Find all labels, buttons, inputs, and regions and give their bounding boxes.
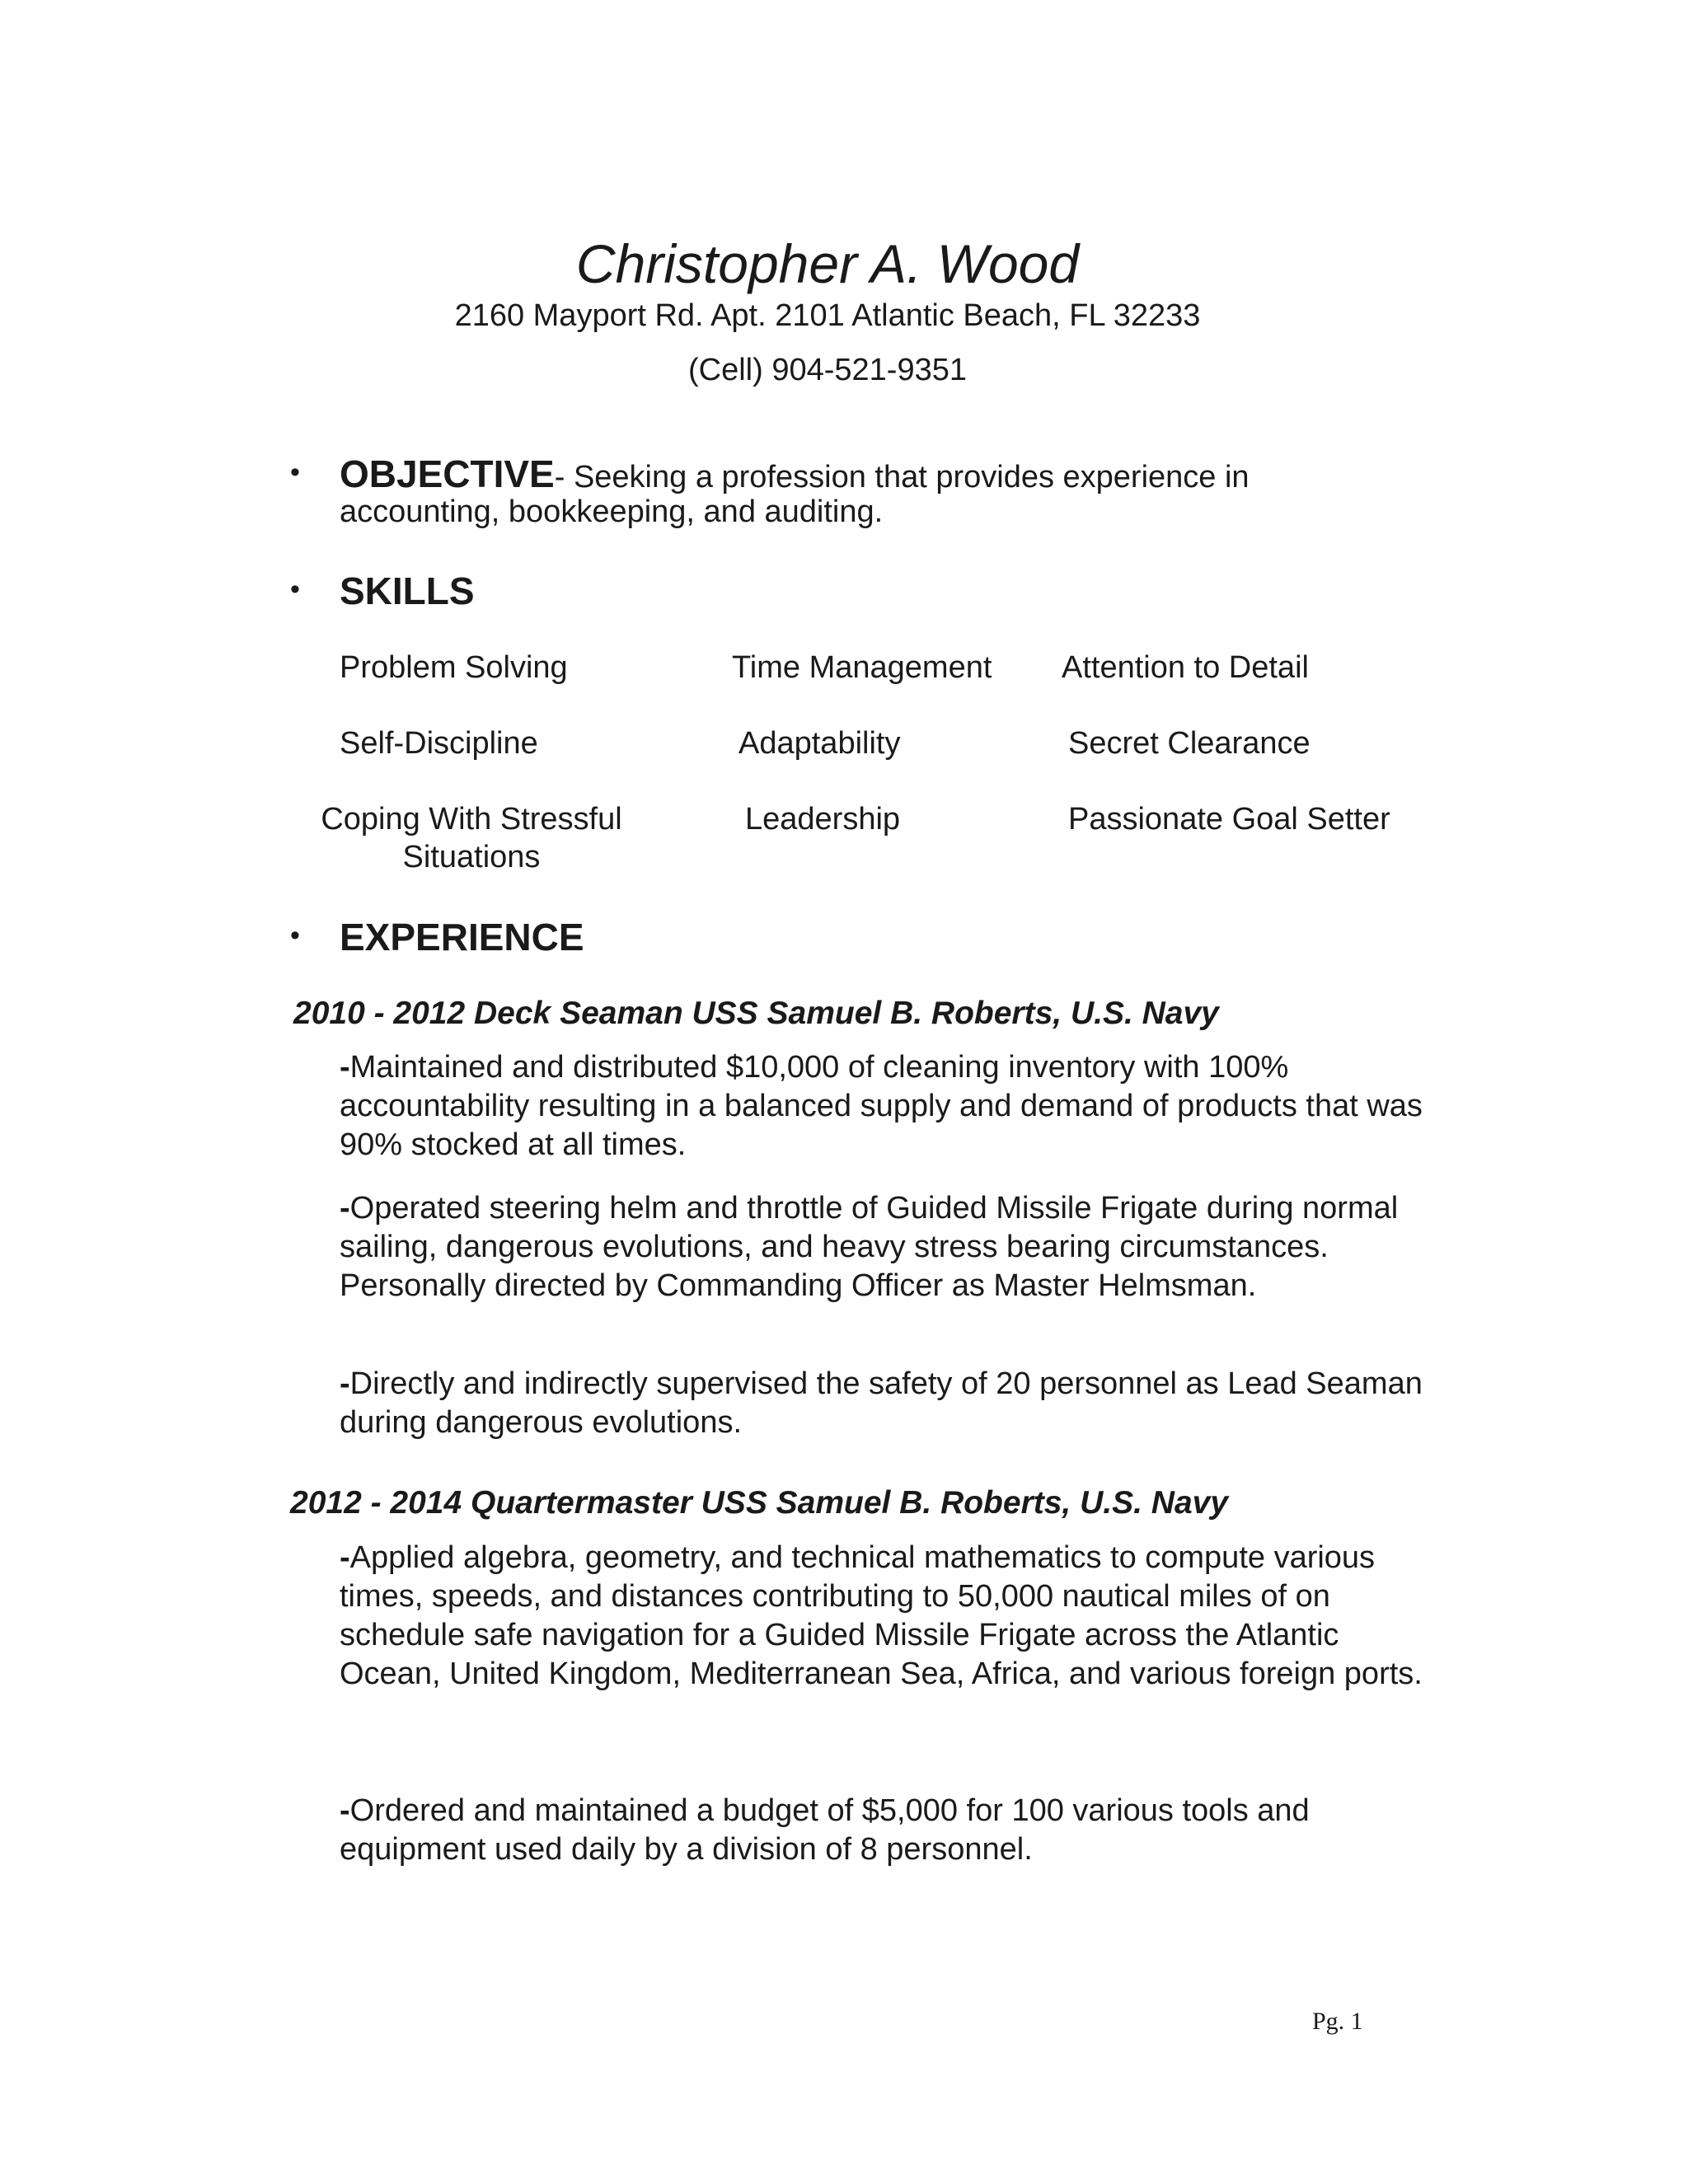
job-bullet-text: Applied algebra, geometry, and technical mathematics to compute various times, speeds, and distances contributing to 50,000 nautical miles of on schedule safe navigation for a Guided Missile Frigate across the Atlantic Ocean, United Kingdom, Mediterranean Sea, Africa, and various foreign ports. [340, 1540, 1423, 1691]
skill-item: Passionate Goal Setter [1068, 802, 1390, 837]
dash-icon: - [340, 1050, 350, 1085]
objective-heading: OBJECTIVE [340, 452, 555, 495]
address: 2160 Mayport Rd. Apt. 2101 Atlantic Beach, FL 32233 [454, 298, 1201, 333]
dash-icon: - [340, 1793, 350, 1828]
job-title: 2012 - 2014 Quartermaster USS Samuel B. Roberts, U.S. Navy [290, 1485, 1229, 1521]
job-bullet-text: Directly and indirectly supervised the safety of 20 personnel as Lead Seaman during dangerous evolutions. [340, 1366, 1423, 1440]
objective-line [340, 452, 1250, 496]
skill-item-line: Situations [402, 840, 541, 874]
page-number: Pg. 1 [1312, 2008, 1363, 2035]
objective-text-cont: accounting, bookkeeping, and auditing. [340, 494, 884, 529]
job-bullet-text: Operated steering helm and throttle of Guided Missile Frigate during normal sailing, dangerous evolutions, and heavy stress bearing circumstances. Personally directed by Commanding Officer as Master Helmsman. [340, 1191, 1399, 1303]
job-bullet [340, 1365, 1428, 1442]
objective-text: - Seeking a profession that provides experience in [554, 460, 1250, 494]
bullet-icon: • [290, 574, 300, 605]
skill-item [315, 800, 628, 876]
dash-icon: - [340, 1191, 350, 1226]
dash-icon: - [340, 1540, 350, 1575]
skill-item: Time Management [732, 650, 992, 685]
skill-item: Leadership [745, 802, 901, 837]
job-bullet [340, 1792, 1428, 1869]
dash-icon: - [340, 1366, 350, 1401]
skill-item: Secret Clearance [1068, 726, 1311, 761]
job-bullet [340, 1189, 1428, 1305]
skill-item: Adaptability [738, 726, 901, 761]
bullet-icon: • [290, 920, 300, 951]
job-bullet [340, 1048, 1428, 1165]
job-bullet-text: Ordered and maintained a budget of $5,000 for 100 various tools and equipment used daily by a division of 8 personnel. [340, 1793, 1310, 1867]
job-bullet-text: Maintained and distributed $10,000 of cleaning inventory with 100% accountability resulting in a balanced supply and demand of products that was 90% stocked at all times. [340, 1050, 1423, 1162]
job-bullet [340, 1539, 1428, 1694]
skill-item: Self-Discipline [340, 726, 538, 761]
resume-name: Christopher A. Wood [575, 233, 1080, 294]
skill-item: Attention to Detail [1062, 650, 1309, 685]
skill-item-line: Coping With Stressful [321, 802, 622, 837]
experience-heading: EXPERIENCE [340, 916, 584, 958]
skill-item: Problem Solving [340, 650, 568, 685]
phone-number: (Cell) 904-521-9351 [688, 353, 967, 387]
bullet-icon: • [290, 457, 300, 488]
job-title: 2010 - 2012 Deck Seaman USS Samuel B. Roberts, U.S. Navy [293, 996, 1219, 1031]
skills-heading: SKILLS [340, 569, 475, 612]
